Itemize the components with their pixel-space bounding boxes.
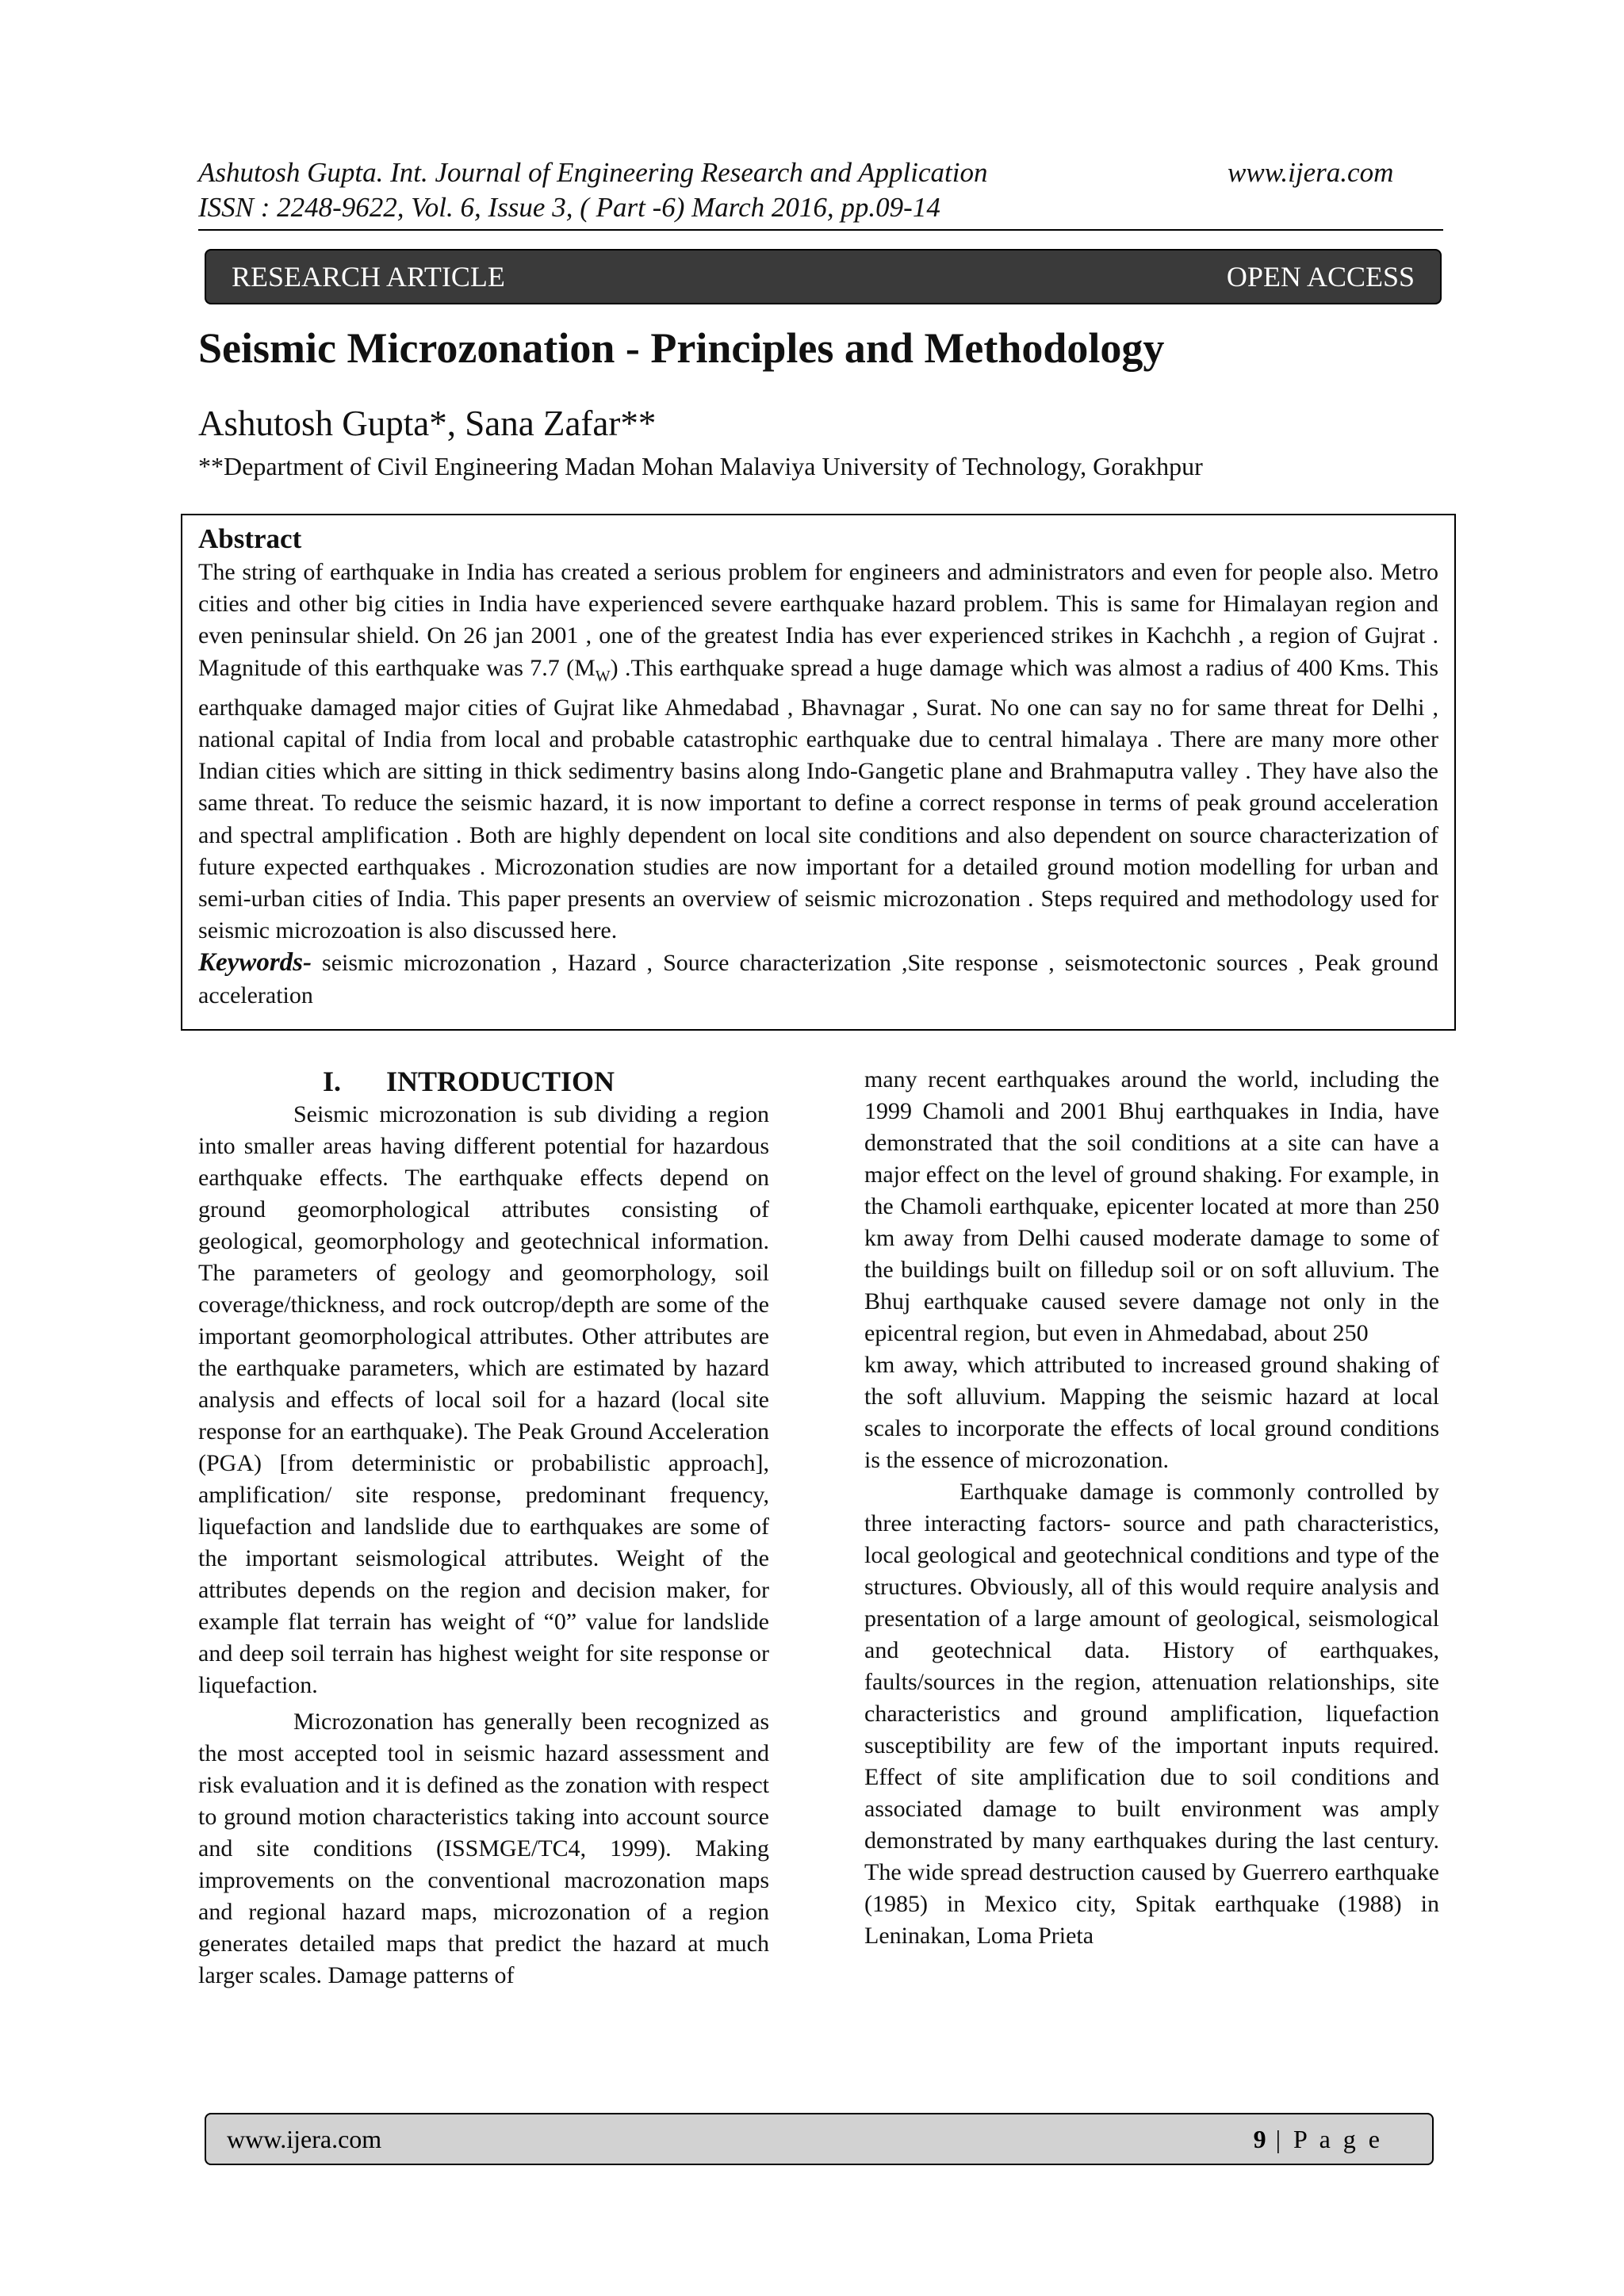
research-article-label: RESEARCH ARTICLE	[232, 261, 505, 293]
abstract-heading: Abstract	[198, 523, 302, 554]
page-number-label	[1254, 2125, 1383, 2154]
page-text: | P a g e	[1266, 2124, 1383, 2153]
abstract-text-b: ) .This earthquake spread a huge damage which was almost a radius of 400 Kms. This earthquake damaged major cities of Gujrat like Ahmedabad , Bhavnagar , Surat. No one can say no for same threat for Delhi , national capital of India from local and probable catastrophic earthquake due to central himalaya . There are many more other Indian cities which are sitting in thick sedimentry basins along Indo-Gangetic plane and Brahmaputra valley . They have also the same threat. To reduce the seismic hazard, it is now important to define a correct response in terms of peak ground acceleration and spectral amplification . Both are highly dependent on local site conditions and also dependent on source characterization of future expected earthquakes . Microzonation studies are now important for a detailed ground motion modelling for urban and semi-urban cities of India. This paper presents an overview of seismic microzonation . Steps required and methodology used for seismic microzoation is also discussed here.	[198, 654, 1438, 944]
authors: Ashutosh Gupta*, Sana Zafar**	[198, 404, 657, 443]
abstract-text	[198, 557, 1438, 947]
page-footer	[205, 2113, 1434, 2165]
body-paragraph: km away, which attributed to increased ground shaking of the soft alluvium. Mapping the seismic hazard at local scales to incorporate the effects of local ground conditions is the essence of microzonation.	[864, 1352, 1439, 1473]
article-type-banner	[205, 249, 1442, 304]
abstract-box	[181, 514, 1456, 1031]
section-number: I.	[323, 1066, 342, 1097]
page-number: 9	[1253, 2124, 1266, 2153]
section-heading	[198, 1064, 769, 1099]
journal-citation-line2: ISSN : 2248-9622, Vol. 6, Issue 3, ( Part -6) March 2016, pp.09-14	[198, 192, 940, 223]
header-rule	[198, 229, 1443, 231]
body-paragraph: many recent earthquakes around the world, including the 1999 Chamoli and 2001 Bhuj earthquakes in India, have demonstrated that the soil conditions at a site can have a major effect on the level of ground shaking. For example, in the Chamoli earthquake, epicenter located at more than 250 km away from Delhi caused moderate damage to some of the buildings built on filledup soil or on soft alluvium. The Bhuj earthquake caused severe damage not only in the epicentral region, but even in Ahmedabad, about 250	[864, 1066, 1439, 1346]
keywords	[198, 947, 1438, 1011]
section-title: INTRODUCTION	[386, 1066, 615, 1097]
keywords-list: seismic microzonation , Hazard , Source characterization ,Site response , seismotectonic sources , Peak ground acceleration	[198, 950, 1438, 1008]
open-access-label: OPEN ACCESS	[1226, 261, 1415, 293]
footer-website[interactable]: www.ijera.com	[227, 2124, 382, 2153]
paper-title: Seismic Microzonation - Principles and Methodology	[198, 324, 1165, 372]
journal-website[interactable]: www.ijera.com	[1228, 157, 1394, 188]
abstract-text-a: The string of earthquake in India has created a serious problem for engineers and administrators and even for people also. Metro cities and other big cities in India have experienced severe earthquake hazard problem. This is same for Himalayan region and even peninsular shield. On 26 jan 2001 , one of the greatest India has ever experienced strikes in Kachchh , a region of Gujrat . Magnitude of this earthquake was 7.7 (M	[198, 559, 1438, 681]
keywords-label: Keywords-	[198, 948, 312, 978]
affiliation: **Department of Civil Engineering Madan Mohan Malaviya University of Technology, Gorakhpur	[198, 452, 1203, 480]
abstract-subscript: W	[595, 667, 611, 685]
body-paragraph: Microzonation has generally been recognized as the most accepted tool in seismic hazard assessment and risk evaluation and it is defined as the zonation with respect to ground motion characteristics taking into account source and site conditions (ISSMGE/TC4, 1999). Making improvements on the conventional macrozonation maps and regional hazard maps, microzonation of a region generates detailed maps that predict the hazard at much larger scales. Damage patterns of	[198, 1709, 769, 1988]
left-column	[198, 1064, 769, 1992]
journal-citation-line1: Ashutosh Gupta. Int. Journal of Engineering Research and Application	[198, 157, 988, 188]
body-paragraph: Seismic microzonation is sub dividing a region into smaller areas having different potential for hazardous earthquake effects. The earthquake effects depend on ground geomorphological attributes consisting of geological, geomorphology and geotechnical information. The parameters of geology and geomorphology, soil coverage/thickness, and rock outcrop/depth are some of the important geomorphological attributes. Other attributes are the earthquake parameters, which are estimated by hazard analysis and effects of local soil for a hazard (local site response for an earthquake). The Peak Ground Acceleration (PGA) [from deterministic or probabilistic approach], amplification/ site response, predominant frequency, liquefaction and landslide due to earthquakes are some of the important seismological attributes. Weight of the attributes depends on the region and decision maker, for example flat terrain has weight of “0” value for landslide and deep soil terrain has highest weight for site response or liquefaction.	[198, 1101, 769, 1698]
right-column	[864, 1064, 1439, 1952]
body-paragraph: Earthquake damage is commonly controlled by three interacting factors- source and path characteristics, local geological and geotechnical conditions and type of the structures. Obviously, all of this would require analysis and presentation of a large amount of geological, seismological and geotechnical data. History of earthquakes, faults/sources in the region, attenuation relationships, site characteristics and ground amplification, liquefaction susceptibility are few of the important inputs required. Effect of site amplification due to soil conditions and associated damage to built environment was amply demonstrated by many earthquakes during the last century. The wide spread destruction caused by Guerrero earthquake (1985) in Mexico city, Spitak earthquake (1988) in Leninakan, Loma Prieta	[864, 1479, 1439, 1949]
